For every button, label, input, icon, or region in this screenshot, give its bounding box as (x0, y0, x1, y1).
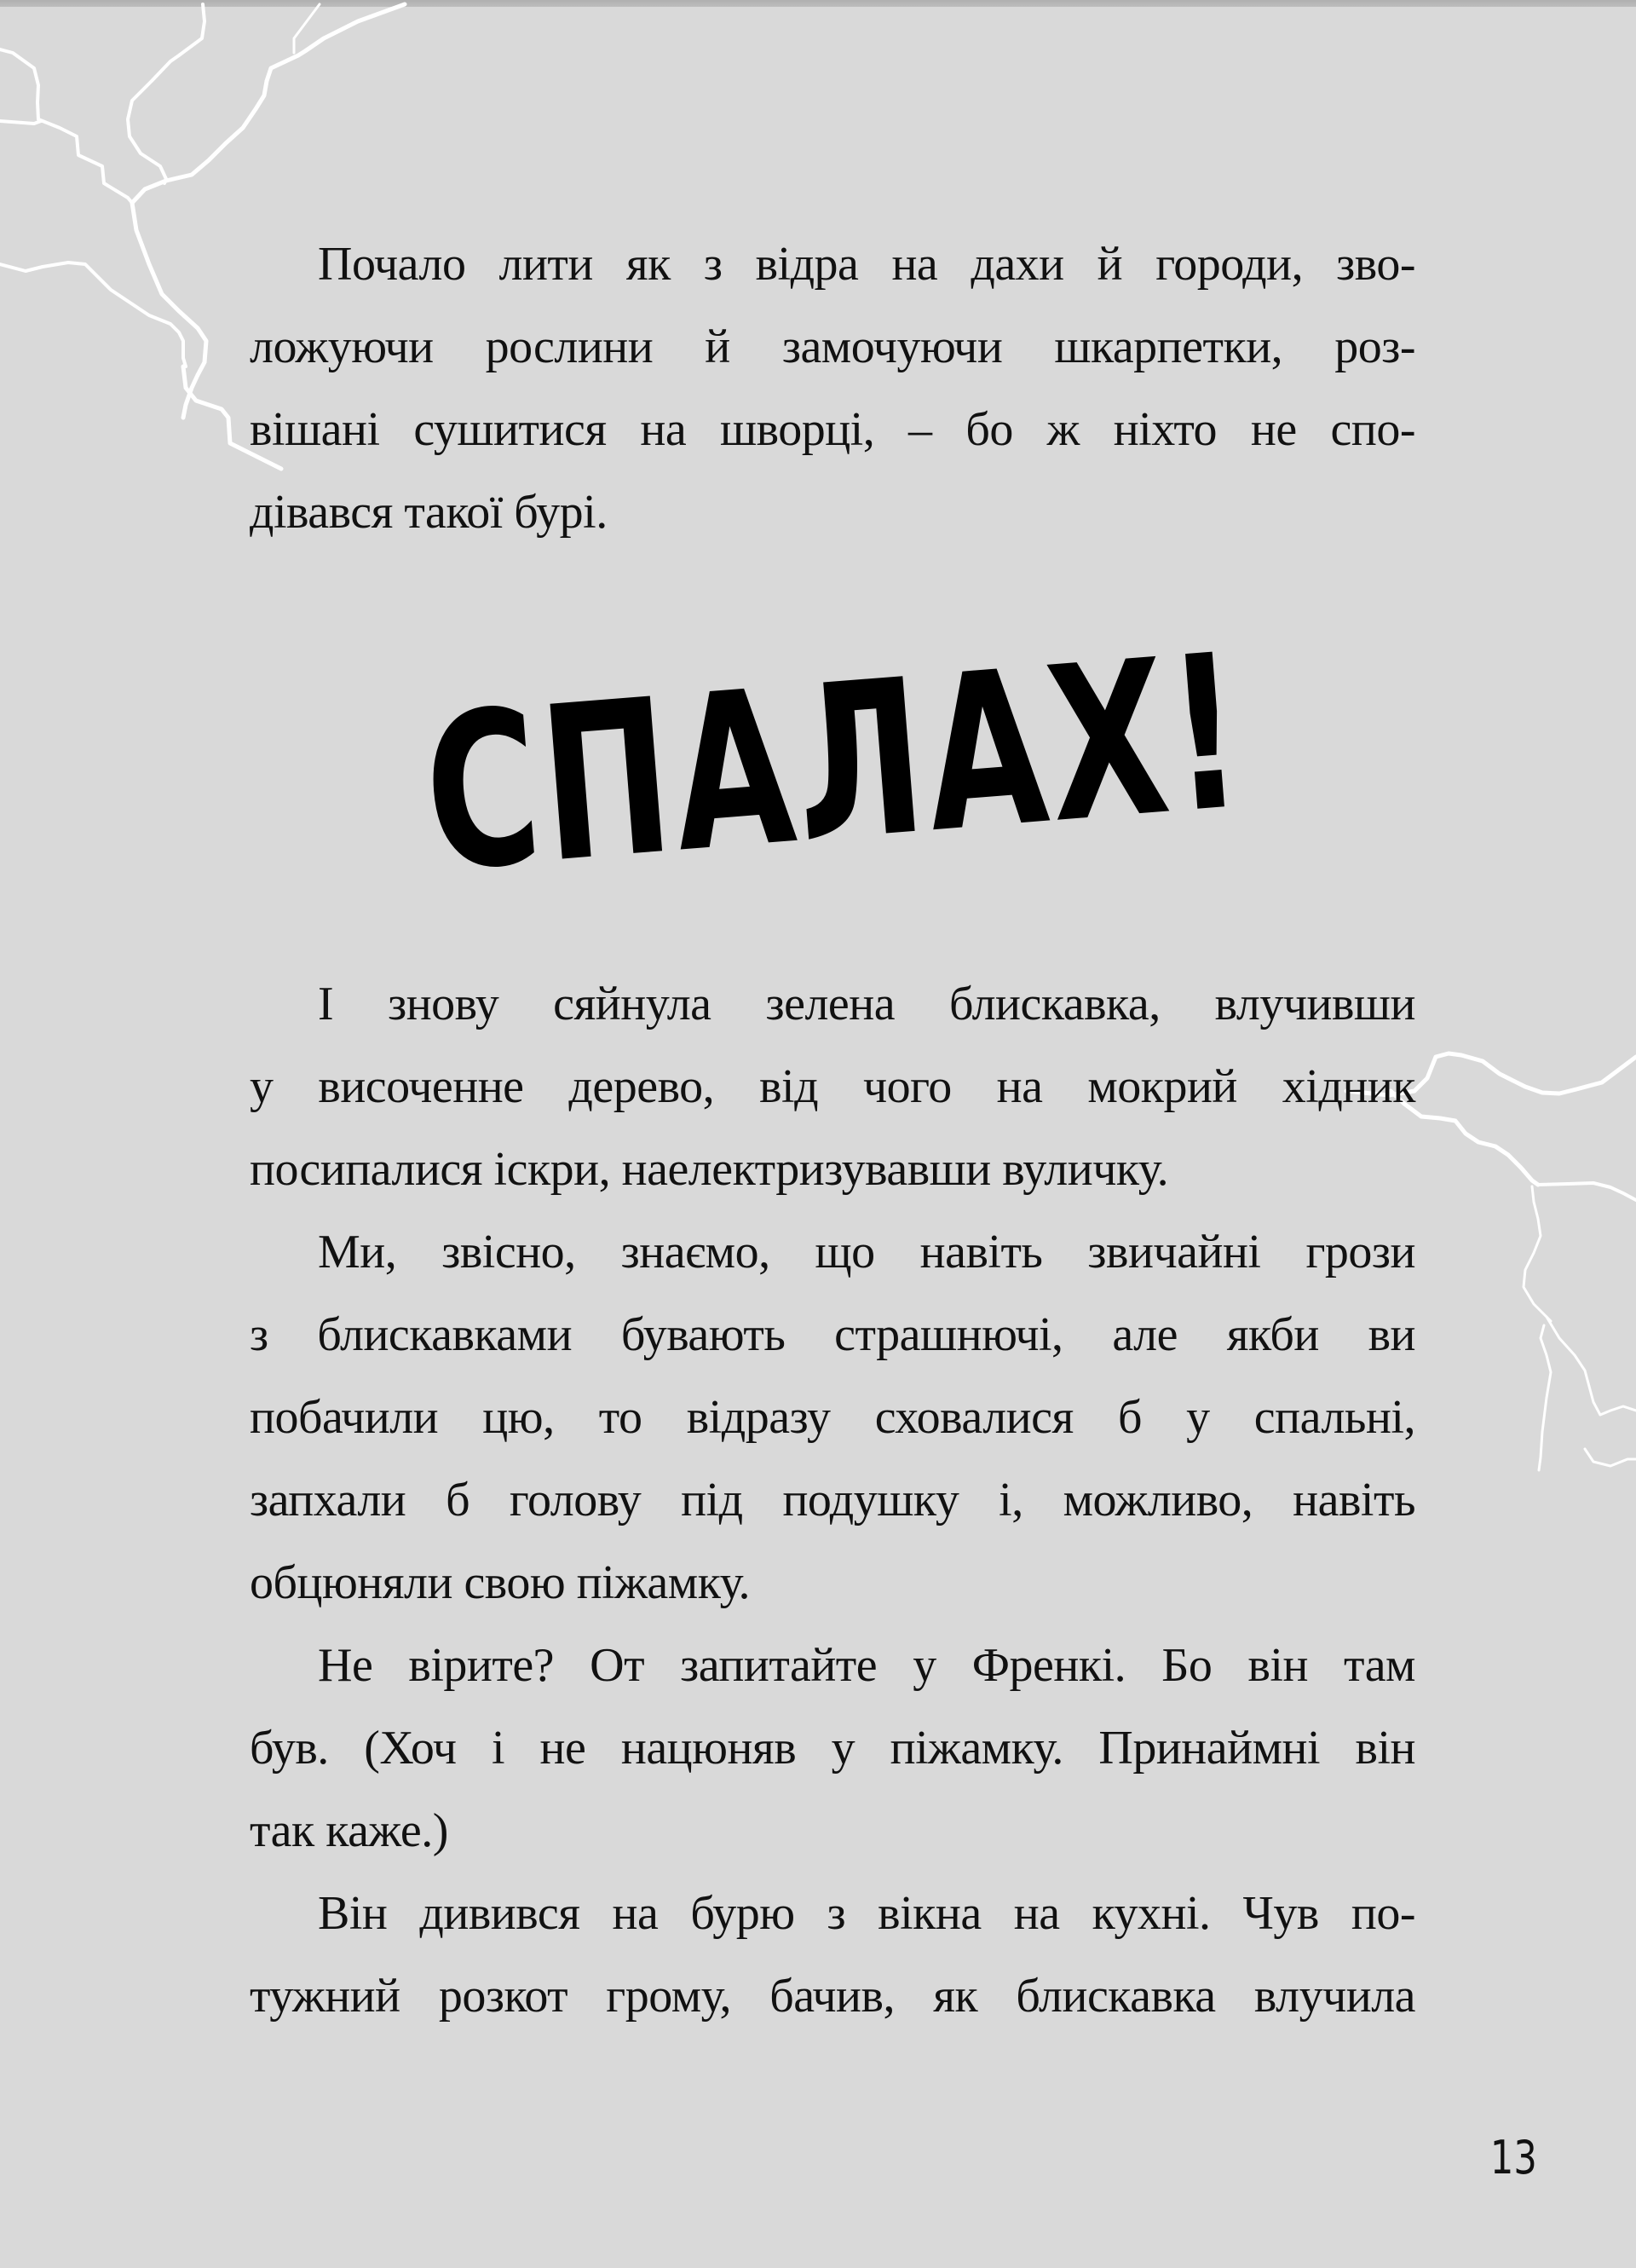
text-line: І знову сяйнула зелена блискавка, влучивши (318, 978, 1415, 1030)
text-line: з блискавками бувають страшнючі, але якби ви (250, 1308, 1415, 1361)
text-line: у височенне дерево, від чого на мокрий хідник (250, 1060, 1415, 1113)
page-number: 13 (1489, 2131, 1537, 2184)
text-line: дівався такої бурі. (250, 486, 608, 539)
paragraph-rain (250, 223, 1415, 554)
text-line: обцюняли свою піжамку. (250, 1556, 751, 1609)
text-line: вішані сушитися на шворці, – бо ж ніхто не спо- (250, 403, 1415, 456)
heading-flash (400, 589, 1271, 936)
text-line: побачили цю, то відразу сховалися б у спальні, (250, 1391, 1415, 1444)
text-line: ложуючи рослини й замочуючи шкарпетки, роз- (250, 320, 1415, 373)
story-text (250, 963, 1415, 2038)
text-line: запхали б голову під подушку і, можливо, навіть (250, 1474, 1415, 1526)
text-line: Не вірите? От запитайте у Френкі. Бо він там (318, 1639, 1415, 1692)
text-line: посипалися іскри, наелектризувавши вуличку. (250, 1143, 1169, 1196)
page-top-edge (0, 0, 1636, 7)
text-line: так каже.) (250, 1804, 448, 1857)
paragraph-storms (250, 1211, 1415, 1625)
text-line: Він дивився на бурю з вікна на кухні. Чув по- (318, 1887, 1415, 1940)
text-line: Ми, звісно, знаємо, що навіть звичайні грози (318, 1226, 1415, 1278)
text-line: Почало лити як з відра на дахи й городи, зво- (318, 238, 1415, 291)
paragraph-frankie (250, 1625, 1415, 1873)
text-line: тужний розкот грому, бачив, як блискавка влучила (250, 1970, 1415, 2023)
text-line: був. (Хоч і не нацюняв у піжамку. Принаймні він (250, 1722, 1415, 1775)
paragraph-kitchen-window (250, 1873, 1415, 2038)
paragraph-lightning (250, 963, 1415, 1211)
heading-text: СПАЛАХ! (417, 607, 1253, 919)
